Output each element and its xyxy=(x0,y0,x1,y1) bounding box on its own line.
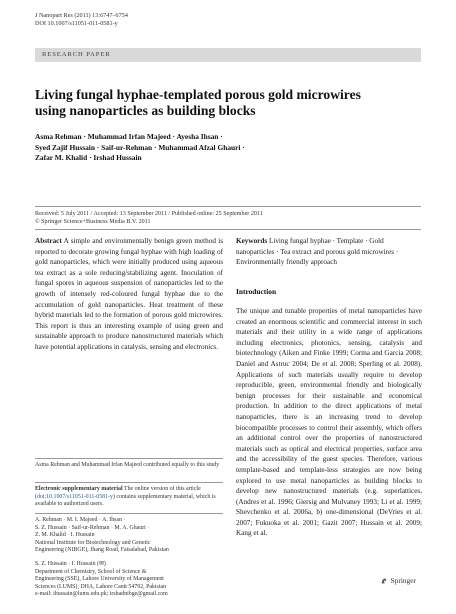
affil1-names-3: Z. M. Khalid · I. Hussain xyxy=(35,532,95,539)
authors-line-3: Zafar M. Khalid · Irshad Hussain xyxy=(35,153,142,163)
affil2-line-2: Engineering (SSE), Lahore University of Management xyxy=(35,576,164,583)
affil2-email: e-mail: ihussain@lums.edu.pk; irshadnibge@gmail.com xyxy=(35,591,168,598)
springer-horse-icon xyxy=(380,577,388,585)
keywords-text: Living fungal hyphae · Template · Gold nanoparticles · Tea extract and porous gold microwires · Environmentally friendly approach xyxy=(236,237,399,267)
authors-line-2: Syed Zajif Hussain · Saif-ur-Rehman · Muhammad Afzal Ghauri · xyxy=(35,142,245,152)
publisher-name: Springer xyxy=(390,576,416,585)
affiliation-lums xyxy=(35,561,223,599)
affiliation-nibge xyxy=(35,517,223,555)
authors-line-1: Asma Rehman · Muhammad Irfan Majeed · Ayesha Ihsan · xyxy=(35,132,223,141)
affil1-inst-2: Engineering (NIBGE), Jhang Road, Faisalabad, Pakistan xyxy=(35,547,169,554)
esm-label: Electronic supplementary material xyxy=(35,486,123,492)
esm-doi-link[interactable]: doi:10.1007/s11051-011-0581-y xyxy=(36,493,113,500)
esm-note xyxy=(35,486,223,509)
intro-text: The unique and tunable properties of metal nanoparticles have created an enormous scientific and commercial interest in such materials and their utility in a wide range of applications including electronics, photonics, sensing, catalysis and biotechnology (Aiken and Finke 1999; Corma and Garcia 2008; Daniel and Astruc 2004; De et al. 2008; Sperling et al. 2008). Applications of such materials usually require to develop reproducible, green, environmental friendly and biologically benign processes for their sustainable and economical production. In addition to the direct applications of metal nanoparticles, there is an increasing trend to develop biocompatible processes to control their assembly, which offers an additional control over the properties of nanostructured materials such as optical and electrical properties, surface area and the accessibility of the guest species. Therefore, various template-based and template-less strategies are now being explored to use metal nanoparticles as building blocks to develop new nanostructured materials (e.g. superlattices, (Andres et al. 1996; Giersig and Mulvaney 1993; Li et al. 1999; Shevchenko et al. 2006a, b) one-dimensional (DeVries et al. 2007; Fukuoka et al. 2001; Gazit 2007; Hussain et al. 2009; Kang et al. xyxy=(236,307,422,538)
title-line-2: using nanoparticles as building blocks xyxy=(35,102,256,118)
divider-affiliations xyxy=(35,513,223,514)
esm-pre: The online version of this article ( xyxy=(35,486,201,500)
publisher-logo xyxy=(380,576,416,585)
affil2-names: S. Z. Hussain · I. Hussain (✉) xyxy=(35,561,106,567)
keywords xyxy=(236,236,422,268)
divider-dates xyxy=(35,229,421,230)
affil1-names-2: S. Z. Hussain · Saif-ur-Rehman · M. A. Ghauri · xyxy=(35,524,150,531)
contribution-note: Asma Rehman and Muhammad Irfan Majeed contributed equally to this study xyxy=(35,462,220,468)
divider-footnotes xyxy=(35,458,223,459)
divider-esm xyxy=(35,482,223,483)
affil2-line-3: Sciences (LUMS), DHA, Lahore Cantt 54792, Pakistan xyxy=(35,583,167,590)
esm-post: ) contains supplementary material, which is available to authorized users. xyxy=(35,493,216,508)
affil1-inst-1: National Institute for Biotechnology and Genetic xyxy=(35,539,151,546)
author-list xyxy=(35,132,425,164)
abstract xyxy=(35,236,223,353)
article-title xyxy=(35,87,425,119)
abstract-label: Abstract xyxy=(35,237,62,245)
journal-citation: J Nanopart Res (2011) 13:6747–6754 xyxy=(35,12,128,19)
article-type: RESEARCH PAPER xyxy=(42,51,111,58)
intro-heading: Introduction xyxy=(236,287,277,296)
divider-top xyxy=(35,206,421,207)
doi: DOI 10.1007/s11051-011-0581-y xyxy=(35,20,118,28)
keywords-label: Keywords xyxy=(236,237,268,245)
title-line-1: Living fungal hyphae-templated porous gold microwires xyxy=(35,87,361,102)
affil1-names-1: A. Rehman · M. I. Majeed · A. Ihsan · xyxy=(35,517,126,523)
abstract-text: A simple and environmentally benign green method is reported to decorate growing fungal hyphae with high loading of gold nanoparticles, which were initially produced using aqueous tea extract as a sole reducing/stabilizing agent. Inoculation of fungal spores in aqueous suspension of nanoparticles led to the growth of intensely red-coloured fungal hyphae due to the accumulation of gold nanoparticles. Heat treatment of these hybrid materials led to the formation of porous gold microwires. This report is thus an interesting example of using green and sustainable approach to produce nanostructured materials which have potential applications in catalysis, sensing and electronics. xyxy=(35,237,223,351)
copyright-line: © Springer Science+Business Media B.V. 2011 xyxy=(35,219,151,226)
journal-header xyxy=(35,12,128,28)
affil2-line-1: Department of Chemistry, School of Science & xyxy=(35,568,147,575)
publication-dates xyxy=(35,210,425,226)
dates-line: Received: 5 July 2011 / Accepted: 13 September 2011 / Published online: 25 September 2011 xyxy=(35,211,263,217)
